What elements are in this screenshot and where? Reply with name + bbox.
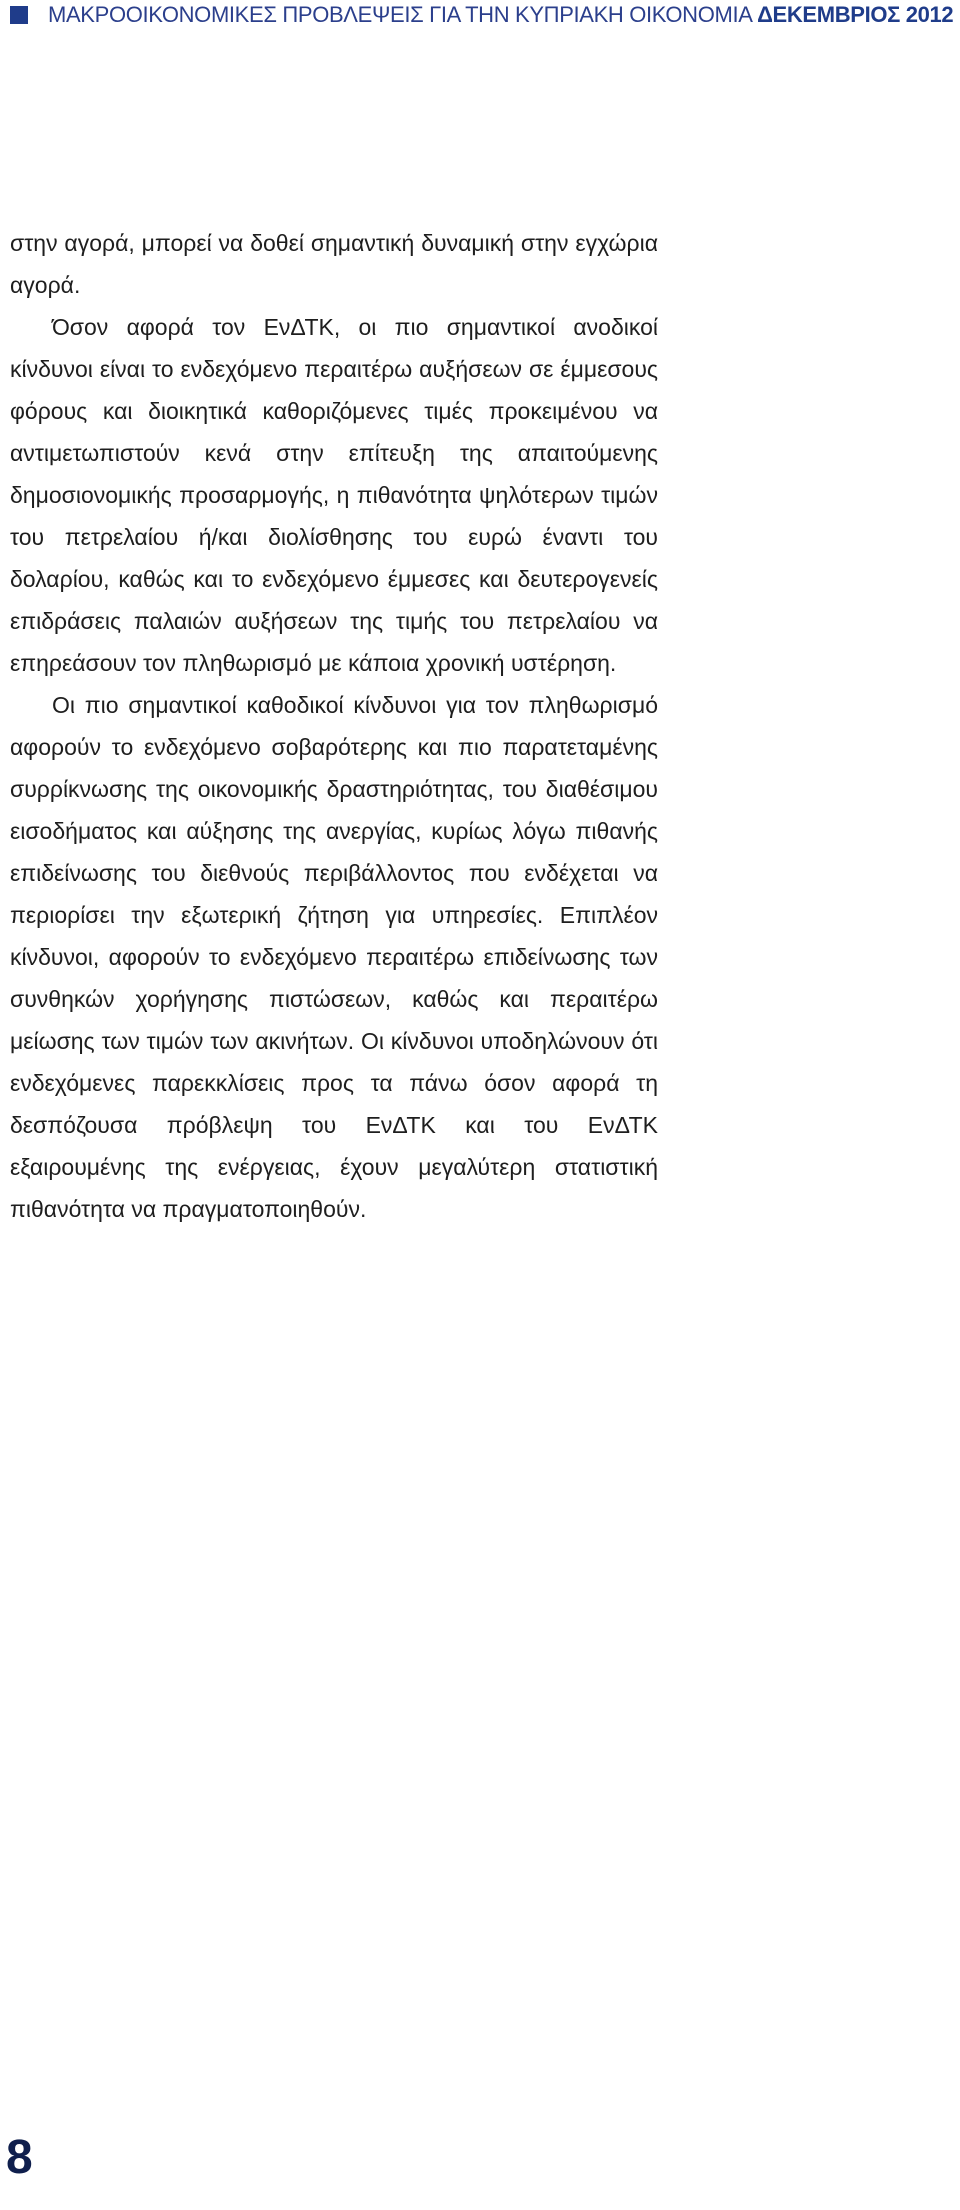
paragraph-continuation: στην αγορά, μπορεί να δοθεί σημαντική δυναμική στην εγχώρια αγορά. bbox=[10, 230, 658, 298]
paragraph-upside-risks: Όσον αφορά τον ΕνΔΤΚ, οι πιο σημαντικοί ανοδικοί κίνδυνοι είναι το ενδεχόμενο περαιτέρω αυξήσεων σε έμμεσους φόρους και διοικητικά καθοριζόμενες τιμές προκειμένου να αντιμετωπιστούν κενά στην επίτευξη της απαιτούμενης δημοσιονομικής προσαρμογής, η πιθανότητα ψηλότερων τιμών του πετρελαίου ή/και διολίσθησης του ευρώ έναντι του δολαρίου, καθώς και το ενδεχόμενο έμμεσες και δευτερογενείς επιδράσεις παλαιών αυξήσεων της τιμής του πετρελαίου να επηρεάσουν τον πληθωρισμό με κάποια χρονική υστέρηση. bbox=[10, 314, 658, 676]
article-body bbox=[10, 222, 658, 1230]
header-title bbox=[48, 2, 953, 28]
running-header bbox=[10, 0, 953, 30]
header-square-marker bbox=[10, 6, 28, 24]
header-date: ΔΕΚΕΜΒΡΙΟΣ 2012 bbox=[757, 2, 954, 27]
paragraph-downside-risks: Οι πιο σημαντικοί καθοδικοί κίνδυνοι για τον πληθωρισμό αφορούν το ενδεχόμενο σοβαρότερης και πιο παρατεταμένης συρρίκνωσης της οικονομικής δραστηριότητας, του διαθέσιμου εισοδήματος και αύξησης της ανεργίας, κυρίως λόγω πιθανής επιδείνωσης του διεθνούς περιβάλλοντος που ενδέχεται να περιορίσει την εξωτερική ζήτηση για υπηρεσίες. Επιπλέον κίνδυνοι, αφορούν το ενδεχόμενο περαιτέρω επιδείνωσης των συνθηκών χορήγησης πιστώσεων, καθώς και περαιτέρω μείωσης των τιμών των ακινήτων. Οι κίνδυνοι υποδηλώνουν ότι ενδεχόμενες παρεκκλίσεις προς τα πάνω όσον αφορά τη δεσπόζουσα πρόβλεψη του ΕνΔΤΚ και του ΕνΔΤΚ εξαιρουμένης της ενέργειας, έχουν μεγαλύτερη στατιστική πιθανότητα να πραγματοποιηθούν. bbox=[10, 692, 658, 1222]
header-title-text: ΜΑΚΡΟΟΙΚΟΝΟΜΙΚΕΣ ΠΡΟΒΛΕΨΕΙΣ ΓΙΑ ΤΗΝ ΚΥΠΡΙΑΚΗ ΟΙΚΟΝΟΜΙΑ bbox=[48, 2, 752, 27]
page-number: 8 bbox=[6, 2131, 31, 2184]
